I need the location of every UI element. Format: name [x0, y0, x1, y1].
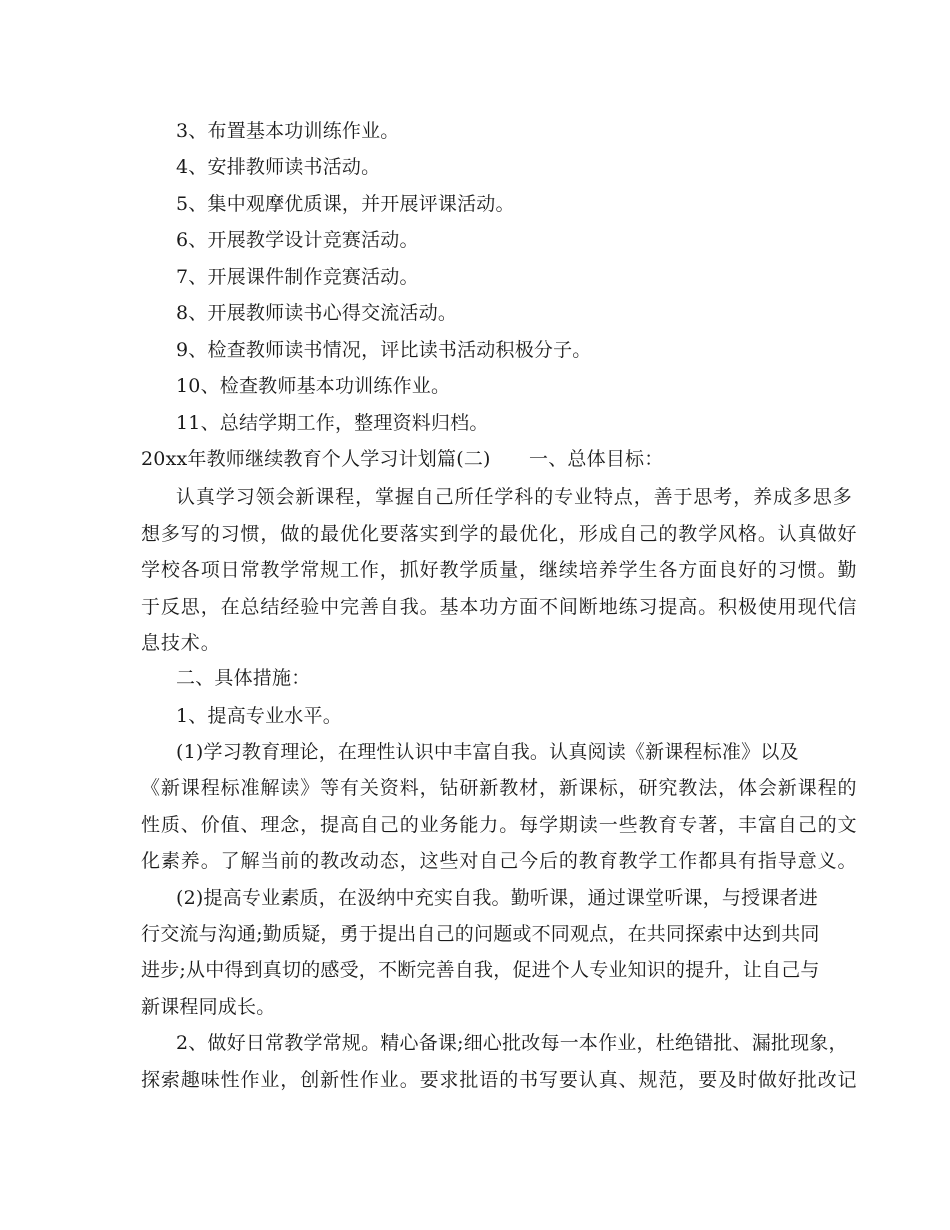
paragraph-line: 新课程同成长。	[141, 996, 276, 1018]
paragraph-line: 想多写的习惯，做的最优化要落实到学的最优化，形成自己的教学风格。认真做好	[141, 523, 858, 545]
list-item: 11、总结学期工作，整理资料归档。	[176, 412, 489, 434]
paragraph-line: 化素养。了解当前的教改动态，这些对自己今后的教育教学工作都具有指导意义。	[141, 850, 858, 872]
paragraph-line: (1)学习教育理论，在理性认识中丰富自我。认真阅读《新课程标准》以及	[176, 741, 799, 763]
list-item: 10、检查教师基本功训练作业。	[176, 375, 451, 397]
list-item: 4、安排教师读书活动。	[176, 156, 381, 178]
paragraph-line: 进步;从中得到真切的感受，不断完善自我，促进个人专业知识的提升，让自己与	[141, 959, 820, 981]
paragraph-line: 于反思，在总结经验中完善自我。基本功方面不间断地练习提高。积极使用现代信	[141, 596, 858, 618]
paragraph-line: 《新课程标准解读》等有关资料，钻研新教材，新课标，研究教法，体会新课程的	[141, 777, 858, 799]
paragraph-line: 性质、价值、理念，提高自己的业务能力。每学期读一些教育专著，丰富自己的文	[141, 814, 858, 836]
list-item: 5、集中观摩优质课，并开展评课活动。	[176, 193, 515, 215]
subsection-heading: 1、提高专业水平。	[176, 705, 342, 727]
paragraph-line: 息技术。	[141, 632, 221, 654]
list-item: 3、布置基本功训练作业。	[176, 120, 400, 142]
paragraph-line: 学校各项日常教学常规工作，抓好教学质量，继续培养学生各方面良好的习惯。勤	[141, 559, 858, 581]
paragraph-line: 认真学习领会新课程，掌握自己所任学科的专业特点，善于思考，养成多思多	[176, 486, 853, 508]
paragraph-line: 探索趣味性作业，创新性作业。要求批语的书写要认真、规范，要及时做好批改记	[141, 1069, 858, 1091]
paragraph-line: (2)提高专业素质，在汲纳中充实自我。勤听课，通过课堂听课，与授课者进	[176, 887, 818, 909]
paragraph-line: 2、做好日常教学常规。精心备课;细心批改每一本作业，杜绝错批、漏批现象，	[176, 1032, 848, 1054]
list-item: 7、开展课件制作竞赛活动。	[176, 266, 419, 288]
section-title: 20xx年教师继续教育个人学习计划篇(二) 一、总体目标：	[141, 448, 664, 470]
paragraph-line: 行交流与沟通;勤质疑，勇于提出自己的问题或不同观点，在共同探索中达到共同	[141, 923, 820, 945]
list-item: 8、开展教师读书心得交流活动。	[176, 302, 458, 324]
list-item: 6、开展教学设计竞赛活动。	[176, 229, 419, 251]
section-heading: 二、具体措施：	[176, 667, 311, 689]
list-item: 9、检查教师读书情况，评比读书活动积极分子。	[176, 339, 592, 361]
